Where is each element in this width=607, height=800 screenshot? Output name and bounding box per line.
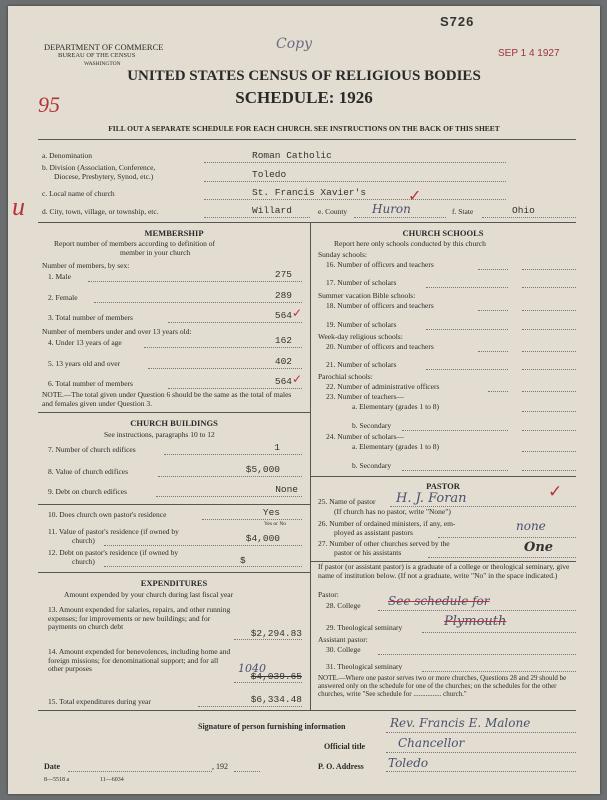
q29-value: Plymouth xyxy=(444,614,507,629)
q18-label: 18. Number of officers and teachers xyxy=(326,301,434,310)
buildings-heading: CHURCH BUILDINGS xyxy=(130,418,218,428)
q5-label: 5. 13 years old and over xyxy=(48,359,121,368)
q28-value: See schedule for xyxy=(388,594,490,608)
state-value: Ohio xyxy=(512,205,535,216)
q14-handwritten: 1040 xyxy=(238,662,266,675)
official-title-value: Chancellor xyxy=(398,736,465,750)
membership-intro-2: member in your church xyxy=(120,248,191,257)
expenditures-intro: Amount expended by your church during last fiscal year xyxy=(64,590,234,599)
q6-value: 564 xyxy=(274,376,292,387)
check-mark-icon: ✓ xyxy=(408,188,422,205)
q2-value: 289 xyxy=(274,290,292,301)
q1-value: 275 xyxy=(274,269,292,280)
q10-hint: Yes or No xyxy=(264,521,287,527)
q10-label: 10. Does church own pastor's residence xyxy=(48,510,167,519)
page-subtitle: SCHEDULE: 1926 xyxy=(235,88,373,107)
department: DEPARTMENT OF COMMERCE xyxy=(44,42,164,52)
division-label-2: Diocese, Presbytery, Synod, etc.) xyxy=(54,172,154,181)
q8-value: $5,000 xyxy=(245,464,280,475)
signature-value: Rev. Francis E. Malone xyxy=(390,716,531,730)
q12-label-2: church) xyxy=(72,557,95,566)
state-label: f. State xyxy=(452,207,474,216)
q26-label-2: ployed as assistant pastors xyxy=(334,528,413,537)
q24b-label: b. Secondary xyxy=(352,461,392,470)
q28-label: 28. College xyxy=(326,601,361,610)
college-intro: If pastor (or assistant pastor) is a graduate of a college or theological seminary, give name of institution below. (If not a graduate, write "No" in the space indicated.) xyxy=(318,562,570,580)
stamp-number: S726 xyxy=(440,14,475,29)
copy-mark: Copy xyxy=(276,36,313,52)
membership-note: NOTE.—The total given under Question 6 should be the same as the total of males and females given under Question 3. xyxy=(42,390,292,408)
q25-label: 25. Name of pastor xyxy=(318,497,376,506)
sunday-label: Sunday schools: xyxy=(318,250,367,259)
q2-label: 2. Female xyxy=(48,293,78,302)
date-year: , 192 xyxy=(212,762,228,771)
q23a-label: a. Elementary (grades 1 to 8) xyxy=(352,402,440,411)
q3-label: 3. Total number of members xyxy=(48,313,133,322)
print-number: 11—6034 xyxy=(100,777,124,783)
q22-label: 22. Number of administrative officers xyxy=(326,382,440,391)
check-mark-icon: ✓ xyxy=(548,482,563,501)
q8-label: 8. Value of church edifices xyxy=(48,467,129,476)
q1-label: 1. Male xyxy=(48,272,71,281)
q5-value: 402 xyxy=(274,356,292,367)
denomination-label: a. Denomination xyxy=(42,151,92,160)
q20-label: 20. Number of officers and teachers xyxy=(326,342,434,351)
city: WASHINGTON xyxy=(84,61,121,67)
q15-value: $6,334.48 xyxy=(250,694,302,705)
weekday-label: Week-day religious schools: xyxy=(318,332,403,341)
q14-label: 14. Amount expended for benevolences, including home and foreign missions; for denominational support; and for all other purposes xyxy=(48,647,231,673)
pastor-note: NOTE.—Where one pastor serves two or more churches, Questions 28 and 29 should be answered only on the schedule for one of the churches; on the schedules for the other churches, write "See schedule for ................ church." xyxy=(318,674,567,698)
local-name-label: c. Local name of church xyxy=(42,189,115,198)
buildings-intro: See instructions, paragraphs 10 to 12 xyxy=(104,430,215,439)
q12-label: 12. Debt on pastor's residence (if owned by xyxy=(48,548,179,557)
q16-label: 16. Number of officers and teachers xyxy=(326,260,434,269)
official-title-label: Official title xyxy=(324,742,366,751)
parochial-label: Parochial schools: xyxy=(318,372,373,381)
q12-value: $ xyxy=(240,555,246,566)
summer-label: Summer vacation Bible schools: xyxy=(318,291,416,300)
q25-hint: (If church has no pastor, write "None") xyxy=(334,507,451,516)
by-age-label: Number of members under and over 13 years old: xyxy=(42,327,192,336)
membership-heading: MEMBERSHIP xyxy=(144,228,204,238)
q23b-label: b. Secondary xyxy=(352,421,392,430)
date-label: Date xyxy=(44,762,60,771)
bureau: BUREAU OF THE CENSUS xyxy=(58,52,136,59)
q4-label: 4. Under 13 years of age xyxy=(48,338,122,347)
q13-label: 13. Amount expended for salaries, repairs, and other running expenses; for improvements or new buildings; and for payments on church debt xyxy=(48,605,231,631)
city-value: Willard xyxy=(252,205,292,216)
q19-label: 19. Number of scholars xyxy=(326,320,397,329)
q30-label: 30. College xyxy=(326,645,361,654)
q25-value: H. J. Foran xyxy=(396,491,467,506)
q7-label: 7. Number of church edifices xyxy=(48,445,136,454)
mark-95: 95 xyxy=(38,92,60,117)
q13-value: $2,294.83 xyxy=(250,628,302,639)
expenditures-heading: EXPENDITURES xyxy=(140,578,208,588)
pastor-sub-label: Pastor: xyxy=(318,590,339,599)
census-schedule-sheet xyxy=(8,6,600,794)
q10-value: Yes xyxy=(262,507,280,518)
division-value: Toledo xyxy=(252,169,287,180)
q24a-label: a. Elementary (grades 1 to 8) xyxy=(352,442,440,451)
county-value: Huron xyxy=(372,202,411,216)
county-label: e. County xyxy=(318,207,348,216)
city-label: d. City, town, village, or township, etc. xyxy=(42,207,159,216)
q27-value: One xyxy=(524,540,554,555)
q11-label: 11. Value of pastor's residence (if owned by xyxy=(48,527,179,536)
q17-label: 17. Number of scholars xyxy=(326,278,397,287)
q6-label: 6. Total number of members xyxy=(48,379,133,388)
q11-value: $4,000 xyxy=(245,533,280,544)
q9-label: 9. Debt on church edifices xyxy=(48,487,127,496)
q9-value: None xyxy=(275,484,298,495)
division-label: b. Division (Association, Conference, xyxy=(42,163,156,172)
q31-label: 31. Theological seminary xyxy=(326,662,403,671)
q4-value: 162 xyxy=(274,335,292,346)
q23-label: 23. Number of teachers— xyxy=(326,392,404,401)
fill-instruction: FILL OUT A SEPARATE SCHEDULE FOR EACH CHURCH. SEE INSTRUCTIONS ON THE BACK OF THIS SHEET xyxy=(108,124,500,133)
q11-label-2: church) xyxy=(72,536,95,545)
membership-intro: Report number of members according to definition of xyxy=(54,239,215,248)
q26-label: 26. Number of ordained ministers, if any, em- xyxy=(318,519,456,528)
q24-label: 24. Number of scholars— xyxy=(326,432,404,441)
q27-label: 27. Number of other churches served by the xyxy=(318,539,450,548)
mark-u: u xyxy=(12,192,25,221)
address-value: Toledo xyxy=(388,756,429,770)
q15-label: 15. Total expenditures during year xyxy=(48,697,151,706)
check-mark-icon: ✓ xyxy=(292,372,303,386)
q21-label: 21. Number of scholars xyxy=(326,360,397,369)
denomination-value: Roman Catholic xyxy=(252,150,332,161)
assistant-sub-label: Assistant pastor: xyxy=(318,635,368,644)
page-title: UNITED STATES CENSUS OF RELIGIOUS BODIES xyxy=(127,68,481,84)
q26-value: none xyxy=(516,519,546,533)
address-label: P. O. Address xyxy=(318,762,364,771)
q7-value: 1 xyxy=(274,442,280,453)
form-number: 8—5518 a xyxy=(44,777,70,783)
signature-label: Signature of person furnishing information xyxy=(198,722,346,731)
schools-heading: CHURCH SCHOOLS xyxy=(402,228,484,238)
local-name-value: St. Francis Xavier's xyxy=(252,187,367,198)
q29-label: 29. Theological seminary xyxy=(326,623,403,632)
q3-value: 564 xyxy=(274,310,292,321)
q14-value: $4,039.65 xyxy=(250,671,302,682)
pastor-heading: PASTOR xyxy=(426,481,460,491)
q27-label-2: pastor or his assistants xyxy=(334,548,402,557)
schools-intro: Report here only schools conducted by this church xyxy=(334,239,486,248)
by-sex-label: Number of members, by sex: xyxy=(42,261,130,270)
check-mark-icon: ✓ xyxy=(292,306,303,320)
date-stamp: SEP 1 4 1927 xyxy=(498,48,560,59)
